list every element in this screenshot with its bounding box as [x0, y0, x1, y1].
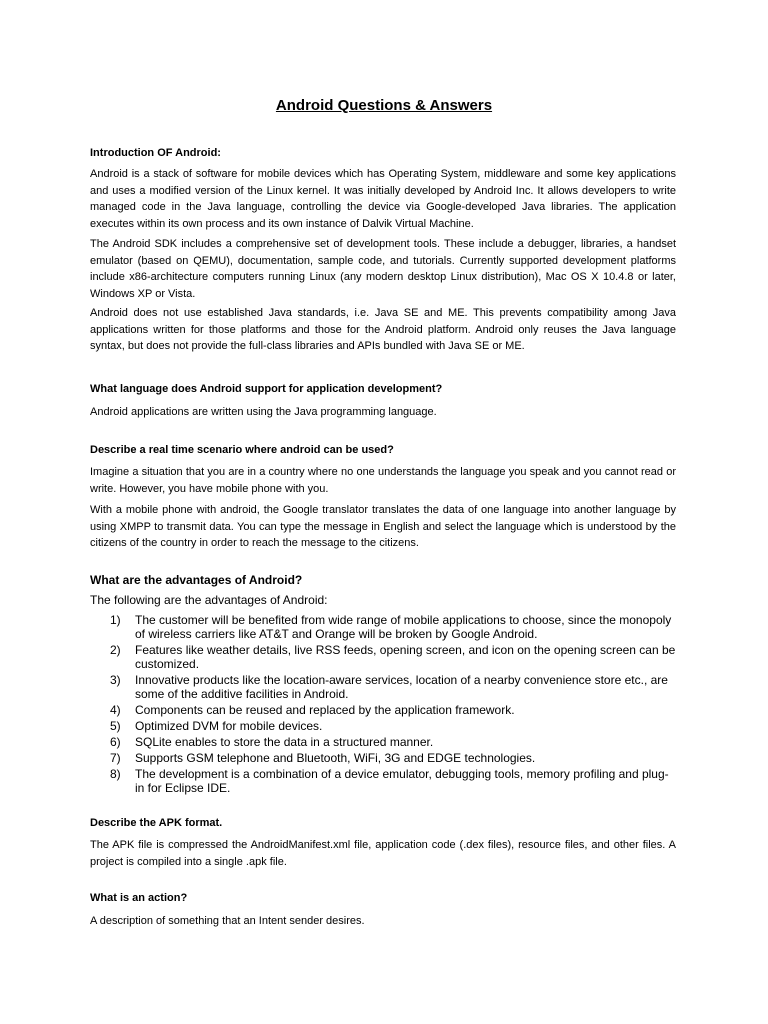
list-item-number: 5) [110, 719, 121, 733]
intro-paragraph-2: The Android SDK includes a comprehensive set of development tools. These include a debugger, libraries, a handset emulator (based on QEMU), documentation, sample code, and tutorials. Currently supported development platforms include x86-architecture computers running Linux (any modern desktop Linux distribution), Mac OS X 10.4.8 or later, Windows XP or Vista. [90, 238, 676, 300]
question-scenario-paragraph-1: Imagine a situation that you are in a country where no one understands the language you speak and you cannot read or write. However, you have mobile phone with you. [90, 466, 676, 495]
list-item-text: SQLite enables to store the data in a structured manner. [135, 735, 434, 749]
question-scenario-paragraph-2: With a mobile phone with android, the Google translator translates the data of one language into another language by using XMPP to transmit data. You can type the message in English and select the language which is understood by the citizens of the country in order to reach the message to the citizens. [90, 504, 676, 549]
document-title: Android Questions & Answers [275, 97, 493, 114]
list-item [110, 703, 676, 717]
question-language-answer: Android applications are written using the Java programming language. [90, 406, 437, 418]
list-item-text: Components can be reused and replaced by the application framework. [135, 703, 515, 717]
advantages-list [110, 613, 676, 797]
advantages-intro: The following are the advantages of Android: [90, 593, 328, 607]
list-item-text: Optimized DVM for mobile devices. [135, 719, 323, 733]
list-item-text: The development is a combination of a device emulator, debugging tools, memory profiling and plug-in for Eclipse IDE. [135, 767, 669, 795]
intro-paragraph-3: Android does not use established Java standards, i.e. Java SE and ME. This prevents compatibility among Java applications written for those platforms and those for the Android platform. Android only reuses the Java language syntax, but does not provide the full-class libraries and APIs bundled with Java SE or ME. [90, 307, 676, 352]
list-item-number: 6) [110, 735, 121, 749]
list-item-text: Supports GSM telephone and Bluetooth, WiFi, 3G and EDGE technologies. [135, 751, 536, 765]
intro-paragraph-1: Android is a stack of software for mobile devices which has Operating System, middleware and some key applications and uses a modified version of the Linux kernel. It was initially developed by Android Inc. It allows developers to write managed code in the Java language, controlling the device via Google-developed Java libraries. The application executes within its own process and its own instance of Dalvik Virtual Machine. [90, 168, 676, 230]
question-action-answer: A description of something that an Intent sender desires. [90, 915, 365, 927]
list-item [110, 673, 676, 701]
list-item [110, 735, 676, 749]
list-item-number: 8) [110, 767, 121, 781]
list-item-number: 4) [110, 703, 121, 717]
list-item-text: Features like weather details, live RSS feeds, opening screen, and icon on the opening screen can be customized. [135, 643, 676, 671]
list-item-number: 2) [110, 643, 121, 657]
list-item [110, 613, 676, 641]
list-item [110, 751, 676, 765]
list-item [110, 719, 676, 733]
advantages-heading: What are the advantages of Android? [90, 573, 303, 587]
list-item [110, 767, 676, 795]
question-language-heading: What language does Android support for application development? [90, 383, 443, 395]
question-apk-answer: The APK file is compressed the AndroidManifest.xml file, application code (.dex files), resource files, and other files. A project is compiled into a single .apk file. [90, 839, 676, 868]
intro-heading: Introduction OF Android: [90, 147, 221, 159]
list-item-number: 1) [110, 613, 121, 627]
question-scenario-heading: Describe a real time scenario where android can be used? [90, 444, 394, 456]
list-item-text: Innovative products like the location-aware services, location of a nearby convenience store etc., are some of the additive facilities in Android. [135, 673, 668, 701]
question-apk-heading: Describe the APK format. [90, 817, 223, 829]
list-item [110, 643, 676, 671]
list-item-number: 7) [110, 751, 121, 765]
question-action-heading: What is an action? [90, 892, 188, 904]
list-item-number: 3) [110, 673, 121, 687]
list-item-text: The customer will be benefited from wide range of mobile applications to choose, since the monopoly of wireless carriers like AT&T and Orange will be broken by Google Android. [135, 613, 672, 641]
